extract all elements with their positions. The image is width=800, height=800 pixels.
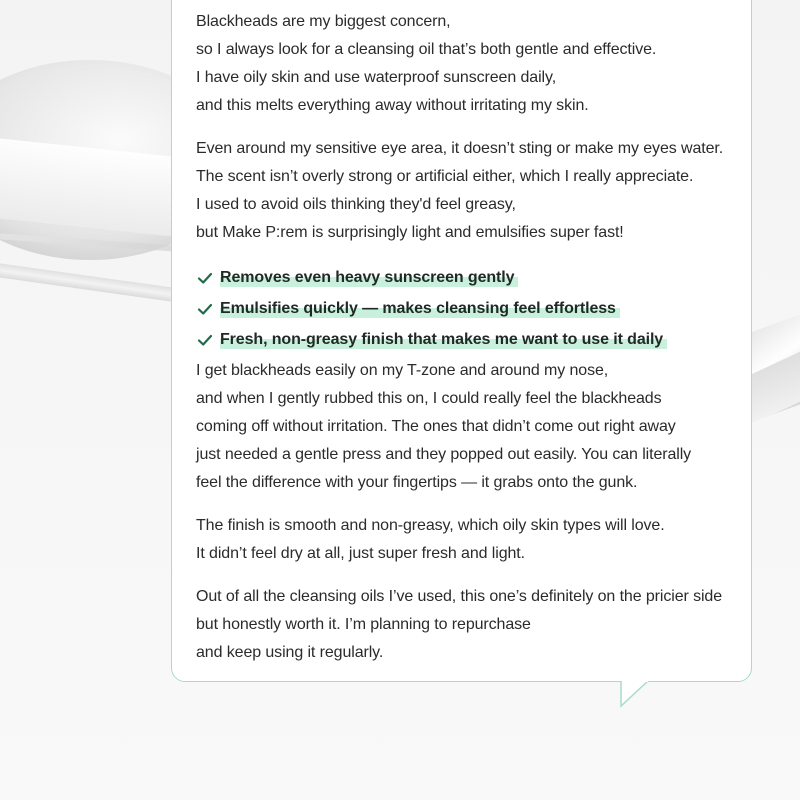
review-text-line: but Make P:rem is surprisingly light and emulsifies super fast! (196, 224, 624, 241)
review-paragraph (196, 357, 744, 497)
review-text-line: coming off without irritation. The ones that didn’t come out right away (196, 418, 676, 435)
check-icon (196, 331, 214, 349)
review-text-line: The scent isn’t overly strong or artificial either, which I really appreciate. (196, 168, 694, 185)
highlight-text: Removes even heavy sunscreen gently (220, 269, 518, 287)
highlight-item (196, 324, 744, 355)
review-text-line: The finish is smooth and non-greasy, which oily skin types will love. (196, 517, 665, 534)
highlight-text: Emulsifies quickly — makes cleansing feel effortless (220, 300, 620, 318)
background-acrylic-bar (0, 262, 189, 304)
highlight-text: Fresh, non-greasy finish that makes me want to use it daily (220, 331, 667, 349)
review-text-line: and keep using it regularly. (196, 644, 384, 661)
review-paragraph (196, 8, 744, 120)
review-paragraphs-top (196, 8, 744, 247)
review-text-line: I used to avoid oils thinking they'd feel greasy, (196, 196, 516, 213)
review-paragraph (196, 135, 744, 247)
review-text-line: and when I gently rubbed this on, I could really feel the blackheads (196, 390, 662, 407)
review-text-line: Even around my sensitive eye area, it doesn’t sting or make my eyes water. (196, 140, 724, 157)
highlight-item (196, 293, 744, 324)
check-icon (196, 300, 214, 318)
review-paragraph (196, 583, 744, 667)
highlight-item (196, 262, 744, 293)
review-text-line: It didn’t feel dry at all, just super fresh and light. (196, 545, 525, 562)
review-text-line: Out of all the cleansing oils I’ve used, this one’s definitely on the pricier side (196, 588, 723, 605)
review-text-line: Blackheads are my biggest concern, (196, 13, 451, 30)
review-text-line: so I always look for a cleansing oil that’s both gentle and effective. (196, 41, 657, 58)
review-text-line: but honestly worth it. I’m planning to repurchase (196, 616, 531, 633)
review-content (196, 8, 744, 682)
review-text-line: just needed a gentle press and they popped out easily. You can literally (196, 446, 692, 463)
check-icon (196, 269, 214, 287)
review-text-line: and this melts everything away without irritating my skin. (196, 97, 589, 114)
highlight-checklist (196, 262, 744, 355)
review-paragraph (196, 512, 744, 568)
review-text-line: I get blackheads easily on my T-zone and around my nose, (196, 362, 609, 379)
review-text-line: feel the difference with your fingertips — it grabs onto the gunk. (196, 474, 638, 491)
review-text-line: I have oily skin and use waterproof sunscreen daily, (196, 69, 557, 86)
review-paragraphs-bottom (196, 357, 744, 667)
